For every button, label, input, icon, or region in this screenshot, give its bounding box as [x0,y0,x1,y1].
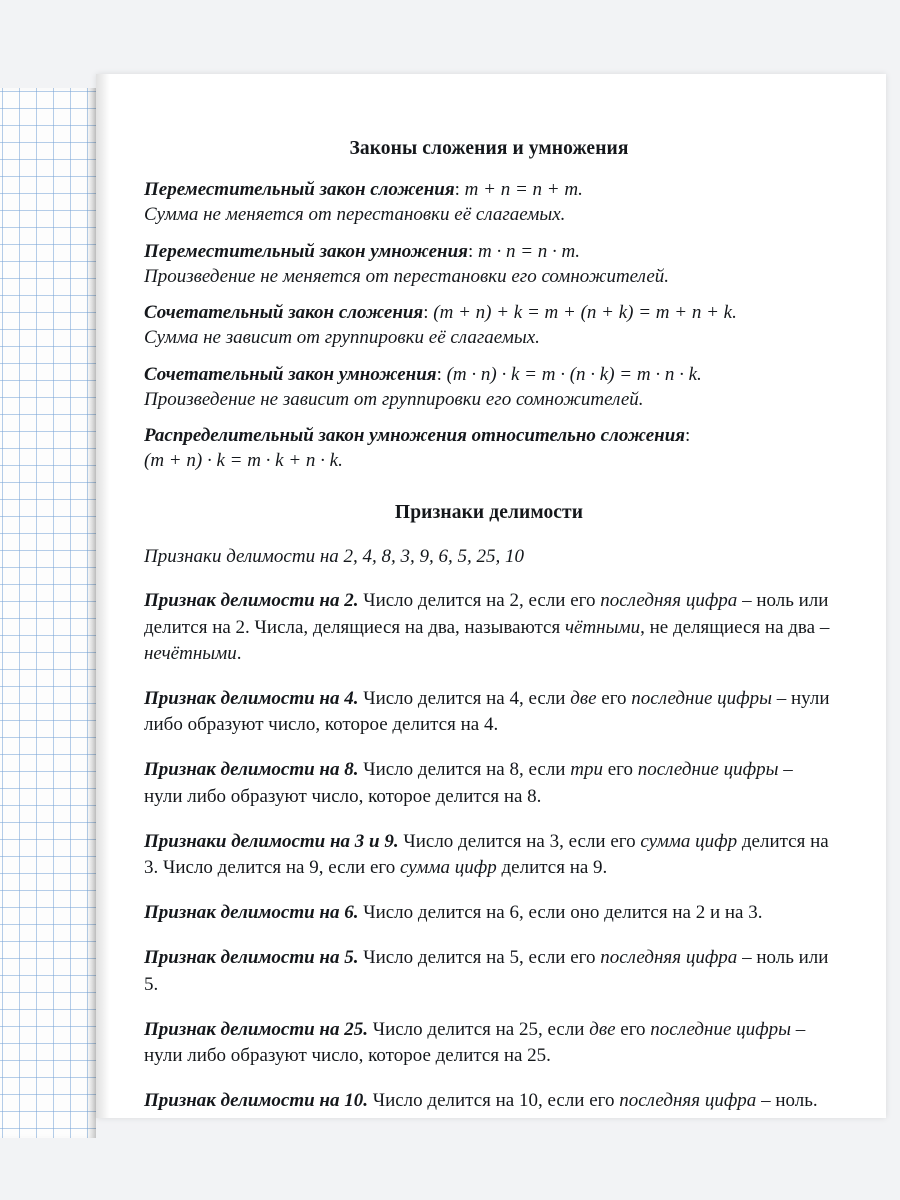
law-name: Переместительный закон сложения [144,179,455,200]
law-item [144,423,834,474]
rule-name: Признак делимости на 25. [144,1018,368,1040]
rule-item [144,1017,834,1069]
law-description: Произведение не зависит от группировки его сомножителей. [144,388,644,410]
rule-name: Признак делимости на 4. [144,687,359,709]
law-heading-line [144,239,834,264]
rule-text: Число делится на 10, если его последняя цифра – ноль. [367,1090,818,1112]
law-description: Сумма не зависит от группировки её слагаемых. [144,327,540,349]
rule-text: Число делится на 8, если три его последние цифры – нули либо образуют число, которое делится на 8. [144,759,793,807]
printed-page [96,74,886,1118]
law-separator: : [436,363,447,385]
page-content [144,138,834,1131]
law-item [144,300,834,351]
page-title-divisibility: Признаки делимости [394,501,584,523]
law-name: Сочетательный закон умножения [144,363,437,385]
law-formula: m + n = n + m. [464,179,583,200]
rule-item [144,757,834,809]
rule-text: Число делится на 5, если его последняя цифра – ноль или 5. [144,947,829,995]
rule-text: Число делится на 6, если оно делится на 2 и на 3. [358,902,763,924]
law-name: Переместительный закон умножения [144,240,468,262]
law-separator: : [454,179,465,200]
graph-paper-facing-page [0,88,96,1138]
page-title-laws: Законы сложения и умножения [349,138,629,159]
law-name: Сочетательный закон сложения [144,302,424,324]
law-separator: : [685,425,691,447]
law-heading-line [144,362,834,387]
rule-item [144,588,834,667]
law-formula: (m + n) + k = m + (n + k) = m + n + k. [433,302,737,324]
law-separator: : [423,302,434,324]
law-formula: m · n = n · m. [478,240,581,262]
law-heading-line [144,177,834,202]
law-separator: : [467,240,478,262]
rule-text: Число делится на 3, если его сумма цифр делится на 3. Число делится на 9, если его сумма цифр делится на 9. [144,830,829,879]
rule-name: Признак делимости на 5. [144,947,359,969]
law-description: Произведение не меняется от перестановки его сомножителей. [144,265,670,287]
law-heading-line [144,300,834,325]
rule-name: Признаки делимости на 3 и 9. [144,830,399,852]
rule-item [144,1088,834,1114]
rule-item [144,686,834,738]
rule-item [144,829,834,881]
law-heading-line [144,423,834,448]
rule-item [144,945,834,997]
rule-name: Признак делимости на 6. [144,902,359,924]
rule-text: Число делится на 25, если две его последние цифры – нули либо образуют число, которое делится на 25. [144,1018,806,1067]
rule-name: Признак делимости на 8. [144,759,359,781]
rule-text: Число делится на 2, если его последняя цифра – ноль или делится на 2. Числа, делящиеся на два, называются чётными, не делящиеся на два – нечётными. [144,590,830,664]
rule-item [144,900,834,926]
rule-text: Число делится на 4, если две его последние цифры – нули либо образуют число, которое делится на 4. [144,687,830,736]
laws-list [144,177,834,474]
divisibility-intro: Признаки делимости на 2, 4, 8, 3, 9, 6, 5, 25, 10 [144,545,524,567]
law-formula: (m · n) · k = m · (n · k) = m · n · k. [446,363,702,385]
rule-name: Признак делимости на 2. [144,590,359,612]
law-description: Сумма не меняется от перестановки её слагаемых. [144,204,566,226]
rule-name: Признак делимости на 10. [144,1090,368,1112]
law-item [144,362,834,413]
divisibility-rules-list [144,588,834,1114]
law-name: Распределительный закон умножения относительно сложения [144,425,686,447]
law-item [144,239,834,290]
law-formula: (m + n) · k = m · k + n · k. [144,450,343,472]
law-item [144,177,834,228]
